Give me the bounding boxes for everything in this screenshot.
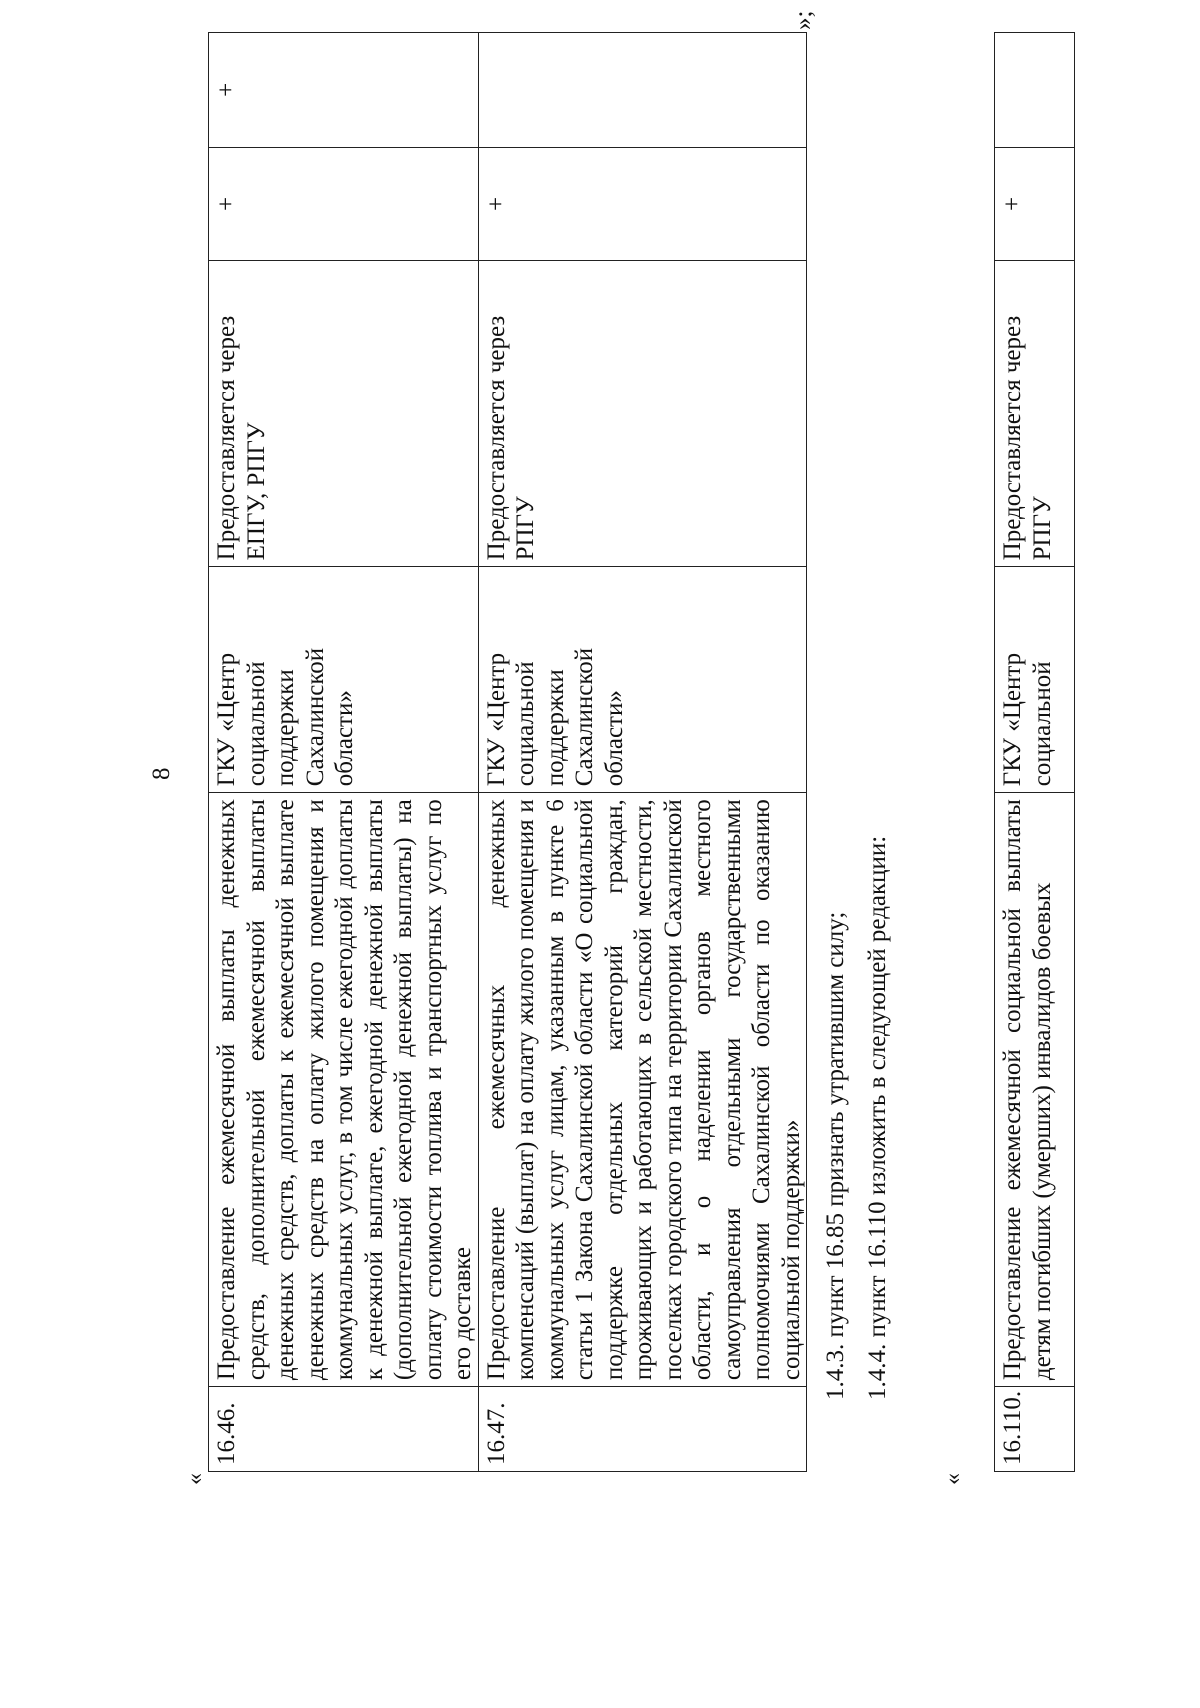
table-row [209, 33, 479, 1472]
row-number: 16.110. [995, 1387, 1075, 1472]
paragraph-1-4-3: 1.4.3. пункт 16.85 признать утратившим силу; [822, 911, 849, 1400]
provider: ГКУ «Центр социальной [995, 567, 1075, 793]
provider: ГКУ «Центр социальной поддержки Сахалинской области» [478, 567, 807, 793]
paragraph-1-4-4: 1.4.4. пункт 16.110 изложить в следующей редакции: [864, 835, 891, 1400]
table-1 [208, 32, 807, 1472]
table-2 [994, 32, 1075, 1472]
opening-quote-2: « [940, 1473, 966, 1485]
opening-quote-1: « [182, 1473, 208, 1485]
closing-quote: »; [790, 10, 817, 30]
mark-cell: + [478, 147, 807, 261]
service-description: Предоставление ежемесячной социальной выплаты детям погибших (умерших) инвалидов боевых [995, 793, 1075, 1387]
page-number: 8 [148, 767, 175, 780]
service-description: Предоставление ежемесячных денежных компенсаций (выплат) на оплату жилого помещения и коммунальных услуг лицам, указанным в пункте 6 статьи 1 Закона Сахалинской области «О социальной поддержке отдельных категорий граждан, проживающих и работающих в сельской местности, поселках городского типа на территории Сахалинской области, и о наделении органов местного самоуправления отдельными государственными полномочиями Сахалинской области по оказанию социальной поддержки» [478, 793, 807, 1387]
mark-cell [478, 33, 807, 148]
mark-cell: + [209, 33, 479, 148]
service-description: Предоставление ежемесячной выплаты денежных средств, дополнительной ежемесячной выплаты денежных средств, доплаты к ежемесячной выплате денежных средств на оплату жилого помещения и коммунальных услуг, в том числе ежегодной доплаты к денежной выплате, ежегодной денежной выплаты (дополнительной ежегодной денежной выплаты) на оплату стоимости топлива и транспортных услуг по его доставке [209, 793, 479, 1387]
table-row [478, 33, 807, 1472]
provision-method: Предоставляется через ЕПГУ, РПГУ [209, 261, 479, 567]
rotated-content [0, 10, 1100, 1650]
mark-cell: + [209, 147, 479, 261]
mark-cell [995, 33, 1075, 148]
mark-cell: + [995, 147, 1075, 261]
row-number: 16.47. [478, 1387, 807, 1472]
row-number: 16.46. [209, 1387, 479, 1472]
provision-method: Предоставляется через РПГУ [995, 261, 1075, 567]
table-row [995, 33, 1075, 1472]
provider: ГКУ «Центр социальной поддержки Сахалинской области» [209, 567, 479, 793]
provision-method: Предоставляется через РПГУ [478, 261, 807, 567]
